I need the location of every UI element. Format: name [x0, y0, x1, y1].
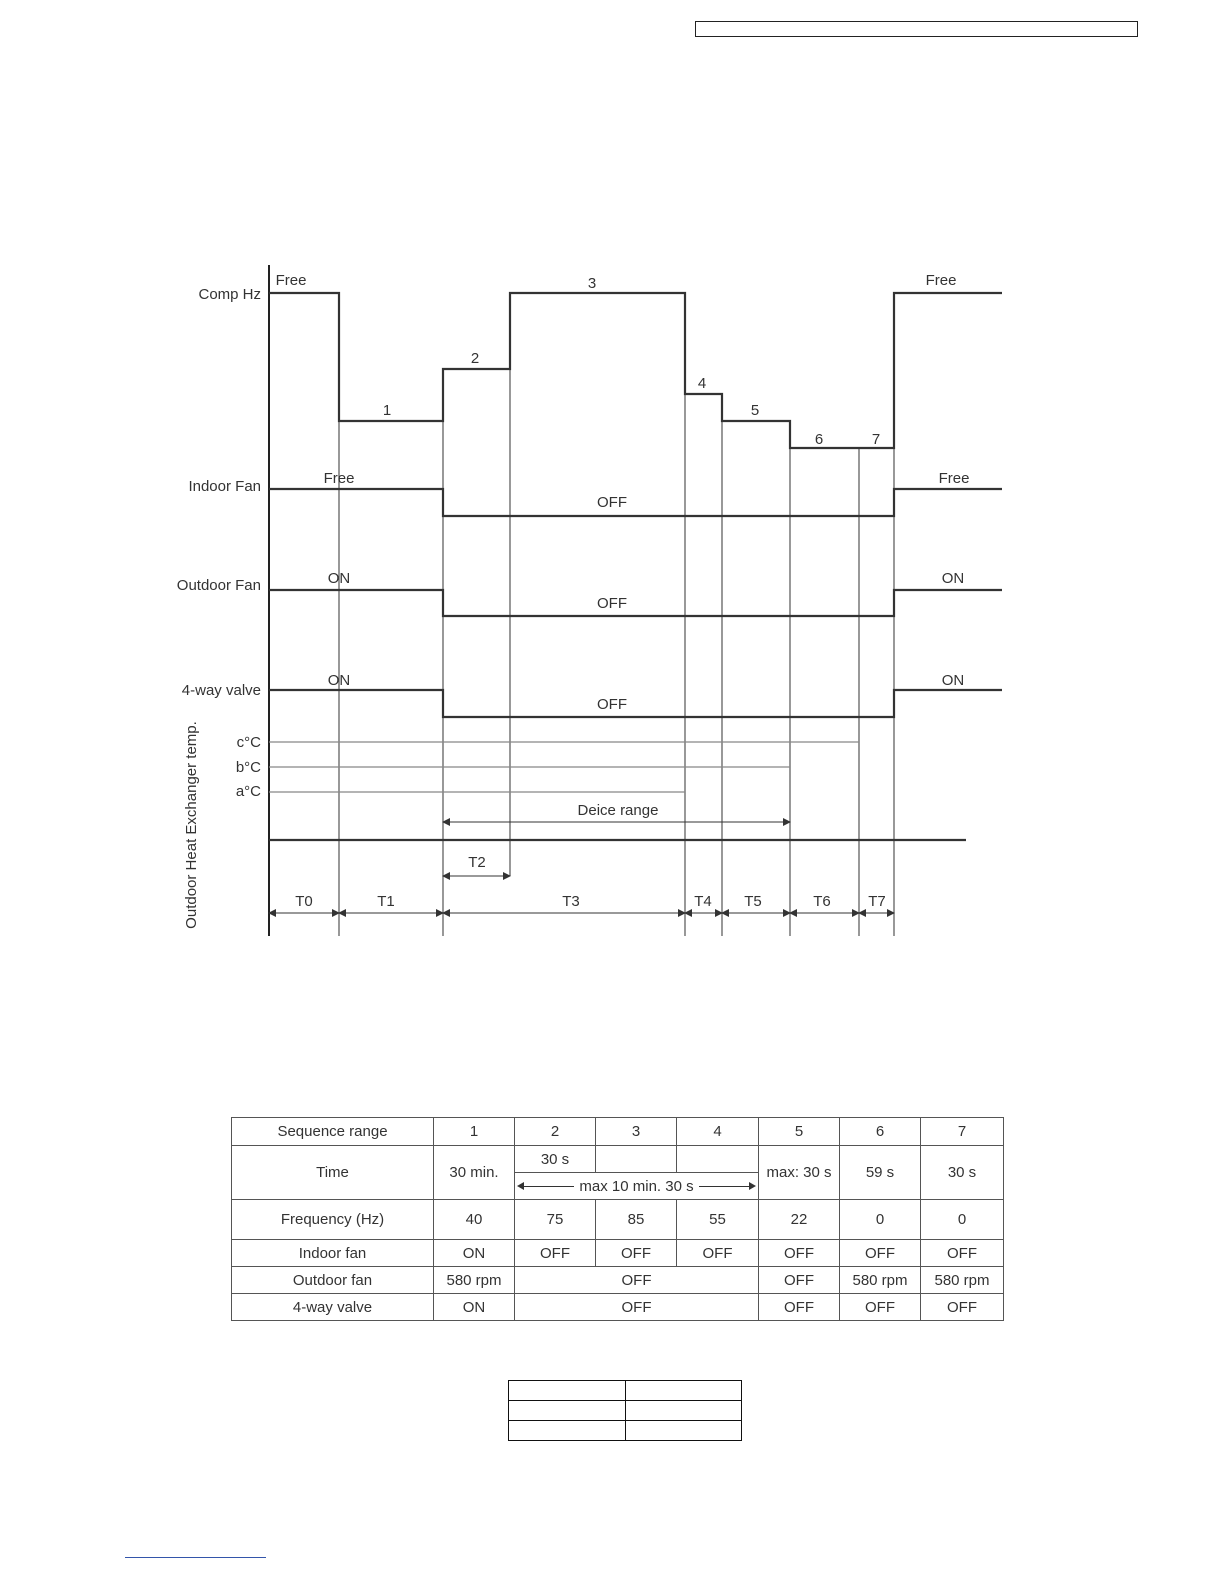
outdoor-fan-waveform — [269, 590, 1002, 616]
outdoor-fan-row — [232, 1267, 1004, 1294]
comp-step-1: 1 — [382, 402, 392, 419]
time-label: Time — [232, 1146, 434, 1200]
period-t6: T6 — [813, 893, 831, 910]
label-temp-b: b°C — [235, 759, 261, 776]
header-col-1: 1 — [434, 1118, 515, 1146]
outdoor-fan-col-5: OFF — [759, 1267, 840, 1294]
span-left-arrow-icon — [517, 1182, 524, 1190]
period-t7: T7 — [868, 893, 886, 910]
frequency-col-1: 40 — [434, 1200, 515, 1240]
four-way-valve-row — [232, 1294, 1004, 1321]
indoor-fan-col-6: OFF — [840, 1240, 921, 1267]
frequency-row — [232, 1200, 1004, 1240]
indoor-fan-col-7: OFF — [921, 1240, 1004, 1267]
indoor-fan-col-1: ON — [434, 1240, 515, 1267]
header-col-2: 2 — [515, 1118, 596, 1146]
t2-label: T2 — [468, 854, 486, 871]
outdoor-fan-mid-state: OFF — [597, 595, 627, 612]
comp-step-3: 3 — [587, 275, 597, 292]
label-comp-hz: Comp Hz — [198, 286, 261, 303]
period-t1: T1 — [377, 893, 395, 910]
blank-cell — [625, 1381, 742, 1401]
time-col-6: 59 s — [840, 1146, 921, 1200]
time-col-1: 30 min. — [434, 1146, 515, 1200]
valve-mid-state: OFF — [597, 696, 627, 713]
header-col-4: 4 — [677, 1118, 759, 1146]
four-way-valve-col-1: ON — [434, 1294, 515, 1321]
sequence-table — [231, 1117, 1004, 1321]
comp-hz-waveform — [269, 293, 1002, 448]
outdoor-fan-col-1: 580 rpm — [434, 1267, 515, 1294]
time-span-cell — [515, 1173, 759, 1200]
four-way-valve-col-7: OFF — [921, 1294, 1004, 1321]
indoor-fan-col-3: OFF — [596, 1240, 677, 1267]
time-col-7: 30 s — [921, 1146, 1004, 1200]
header-col-3: 3 — [596, 1118, 677, 1146]
table-header-row — [232, 1118, 1004, 1146]
label-temp-c: c°C — [236, 734, 261, 751]
comp-step-4: 4 — [697, 375, 707, 392]
blank-cell — [625, 1421, 742, 1441]
comp-start-state: Free — [275, 272, 307, 289]
comp-step-2: 2 — [470, 350, 480, 367]
header-col-7: 7 — [921, 1118, 1004, 1146]
period-t4: T4 — [694, 893, 712, 910]
outdoor-fan-end-state: ON — [941, 570, 965, 587]
blank-cell — [509, 1381, 626, 1401]
span-right-arrow-icon — [749, 1182, 756, 1190]
span-line-right — [699, 1186, 749, 1187]
outdoor-fan-col-6: 580 rpm — [840, 1267, 921, 1294]
valve-end-state: ON — [941, 672, 965, 689]
comp-step-7: 7 — [871, 431, 881, 448]
label-temp-a: a°C — [235, 783, 261, 800]
time-col-4 — [677, 1146, 759, 1173]
blank-cell — [509, 1421, 626, 1441]
blank-table — [508, 1380, 742, 1441]
indoor-fan-col-5: OFF — [759, 1240, 840, 1267]
time-col-5: max: 30 s — [759, 1146, 840, 1200]
label-outdoor-fan: Outdoor Fan — [176, 577, 261, 594]
frequency-col-3: 85 — [596, 1200, 677, 1240]
label-four-way-valve: 4-way valve — [181, 682, 261, 699]
four-way-valve-col-2-4: OFF — [515, 1294, 759, 1321]
frequency-label: Frequency (Hz) — [232, 1200, 434, 1240]
period-t0: T0 — [295, 893, 313, 910]
outdoor-fan-col-2-4: OFF — [515, 1267, 759, 1294]
time-col-2: 30 s — [515, 1146, 596, 1173]
comp-step-5: 5 — [750, 402, 760, 419]
frequency-col-4: 55 — [677, 1200, 759, 1240]
frequency-col-2: 75 — [515, 1200, 596, 1240]
indoor-fan-row — [232, 1240, 1004, 1267]
header-label: Sequence range — [232, 1118, 434, 1146]
period-t5: T5 — [744, 893, 762, 910]
blank-row-2 — [509, 1401, 742, 1421]
blank-row-1 — [509, 1381, 742, 1401]
time-row — [232, 1146, 1004, 1173]
indoor-fan-start-state: Free — [323, 470, 355, 487]
time-col-3 — [596, 1146, 677, 1173]
label-indoor-fan: Indoor Fan — [188, 478, 261, 495]
period-t3: T3 — [562, 893, 580, 910]
blank-row-3 — [509, 1421, 742, 1441]
outdoor-fan-col-7: 580 rpm — [921, 1267, 1004, 1294]
indoor-fan-label: Indoor fan — [232, 1240, 434, 1267]
indoor-fan-end-state: Free — [938, 470, 970, 487]
four-way-valve-col-6: OFF — [840, 1294, 921, 1321]
indoor-fan-col-4: OFF — [677, 1240, 759, 1267]
frequency-col-5: 22 — [759, 1200, 840, 1240]
outdoor-fan-start-state: ON — [327, 570, 351, 587]
label-exchanger-temp: Outdoor Heat Exchanger temp. — [183, 721, 200, 929]
indoor-fan-col-2: OFF — [515, 1240, 596, 1267]
blank-cell — [625, 1401, 742, 1421]
time-span-label: max 10 min. 30 s — [579, 1177, 694, 1195]
frequency-col-7: 0 — [921, 1200, 1004, 1240]
deice-range-label: Deice range — [577, 802, 659, 819]
four-way-valve-col-5: OFF — [759, 1294, 840, 1321]
header-col-6: 6 — [840, 1118, 921, 1146]
comp-step-6: 6 — [814, 431, 824, 448]
span-line-left — [524, 1186, 574, 1187]
frequency-col-6: 0 — [840, 1200, 921, 1240]
blank-cell — [509, 1401, 626, 1421]
indoor-fan-mid-state: OFF — [597, 494, 627, 511]
outdoor-fan-label: Outdoor fan — [232, 1267, 434, 1294]
four-way-valve-waveform — [269, 690, 1002, 717]
comp-end-state: Free — [925, 272, 957, 289]
footer-link-underline[interactable] — [125, 1557, 266, 1558]
indoor-fan-waveform — [269, 489, 1002, 516]
four-way-valve-label: 4-way valve — [232, 1294, 434, 1321]
header-col-5: 5 — [759, 1118, 840, 1146]
valve-start-state: ON — [327, 672, 351, 689]
